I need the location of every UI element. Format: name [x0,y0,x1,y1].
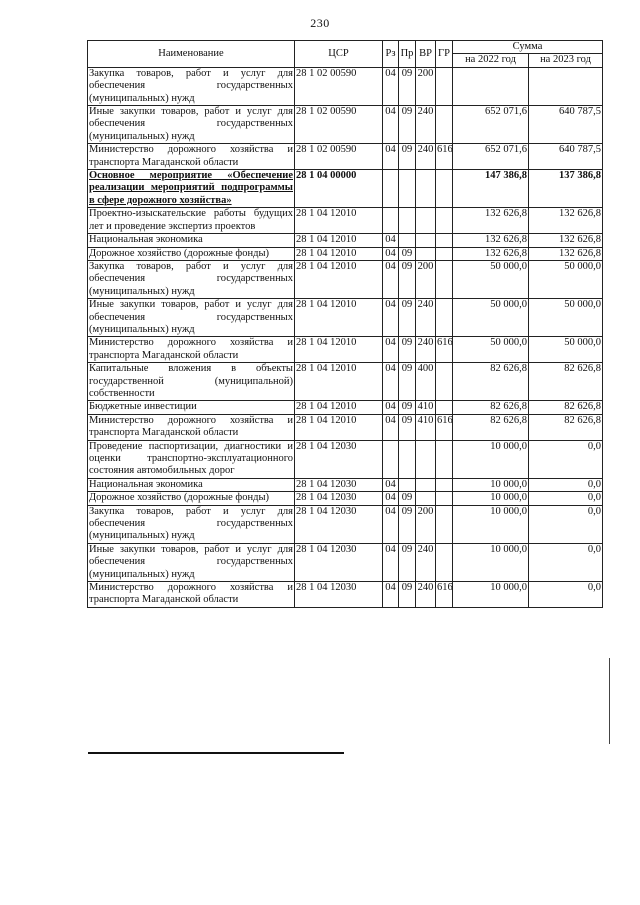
row-pr: 09 [399,144,416,170]
table-row [88,247,603,260]
row-sum-2023: 0,0 [529,478,603,491]
margin-line [609,658,610,744]
row-csr: 28 1 04 12010 [295,247,383,260]
table-row [88,260,603,298]
row-sum-2022: 652 071,6 [453,106,529,144]
table-row [88,67,603,105]
table-row [88,337,603,363]
row-name: Дорожное хозяйство (дорожные фонды) [88,247,295,260]
row-vr [416,478,436,491]
row-rz: 04 [383,363,399,401]
row-rz: 04 [383,67,399,105]
row-sum-2023: 0,0 [529,440,603,478]
row-sum-2022: 147 386,8 [453,170,529,208]
row-rz [383,208,399,234]
row-sum-2023: 82 626,8 [529,401,603,414]
row-csr: 28 1 04 00000 [295,170,383,208]
row-rz [383,170,399,208]
row-gr [436,505,453,543]
row-csr: 28 1 04 12010 [295,208,383,234]
row-gr [436,170,453,208]
table-row [88,582,603,608]
row-csr: 28 1 04 12030 [295,478,383,491]
table-row [88,234,603,247]
row-csr: 28 1 02 00590 [295,106,383,144]
row-vr [416,247,436,260]
row-sum-2022: 652 071,6 [453,144,529,170]
row-sum-2023: 137 386,8 [529,170,603,208]
table-row [88,505,603,543]
row-gr [436,478,453,491]
row-gr [436,543,453,581]
row-vr [416,170,436,208]
row-pr: 09 [399,492,416,505]
header-year-2022: на 2022 год [453,54,529,67]
row-name: Дорожное хозяйство (дорожные фонды) [88,492,295,505]
row-name: Закупка товаров, работ и услуг для обеспечения государственных (муниципальных) нужд [89,67,293,104]
row-sum-2023: 50 000,0 [529,337,603,363]
header-csr: ЦСР [295,41,383,68]
row-name: Капитальные вложения в объекты государственной (муниципальной) собственности [89,363,293,399]
row-sum-2022: 50 000,0 [453,260,529,298]
row-csr: 28 1 02 00590 [295,144,383,170]
row-rz: 04 [383,247,399,260]
table-header-row [88,41,603,54]
row-vr: 410 [416,401,436,414]
row-pr: 09 [399,299,416,337]
row-csr: 28 1 04 12010 [295,337,383,363]
row-rz: 04 [383,337,399,363]
row-pr [399,234,416,247]
row-rz [383,440,399,478]
table-row [88,363,603,401]
row-pr: 09 [399,260,416,298]
row-pr: 09 [399,582,416,608]
row-sum-2022: 50 000,0 [453,337,529,363]
header-name: Наименование [88,41,295,68]
row-sum-2022: 82 626,8 [453,401,529,414]
row-sum-2023: 0,0 [529,505,603,543]
row-pr [399,440,416,478]
table-row [88,543,603,581]
row-csr: 28 1 04 12030 [295,440,383,478]
row-rz: 04 [383,401,399,414]
table-body [88,67,603,607]
row-vr: 240 [416,543,436,581]
row-rz: 04 [383,505,399,543]
row-name: Национальная экономика [88,478,295,491]
row-csr: 28 1 04 12010 [295,401,383,414]
row-pr: 09 [399,67,416,105]
row-vr [416,208,436,234]
header-pr: Пр [399,41,416,68]
row-vr: 240 [416,299,436,337]
row-sum-2023: 132 626,8 [529,208,603,234]
row-csr: 28 1 02 00590 [295,67,383,105]
row-pr [399,170,416,208]
row-vr [416,440,436,478]
row-sum-2023: 82 626,8 [529,363,603,401]
row-vr: 200 [416,67,436,105]
row-sum-2022: 10 000,0 [453,478,529,491]
row-pr: 09 [399,414,416,440]
row-gr [436,234,453,247]
row-rz: 04 [383,144,399,170]
row-sum-2022: 10 000,0 [453,582,529,608]
row-rz: 04 [383,478,399,491]
table-row [88,299,603,337]
row-sum-2023: 82 626,8 [529,414,603,440]
footer-rule [88,752,344,754]
row-csr: 28 1 04 12010 [295,363,383,401]
row-sum-2023: 50 000,0 [529,299,603,337]
table-row [88,440,603,478]
row-name: Проведение паспортизации, диагностики и оценки транспортно-эксплуатационного состояния автомобильных дорог [89,440,293,477]
row-gr [436,299,453,337]
row-name: Национальная экономика [88,234,295,247]
row-sum-2022: 10 000,0 [453,440,529,478]
row-sum-2023 [529,67,603,105]
row-rz: 04 [383,543,399,581]
row-rz: 04 [383,582,399,608]
row-vr: 240 [416,144,436,170]
table-row [88,144,603,170]
row-vr: 240 [416,337,436,363]
row-sum-2022 [453,67,529,105]
header-vr: ВР [416,41,436,68]
row-vr [416,492,436,505]
row-pr [399,478,416,491]
budget-table [87,40,603,608]
row-gr [436,106,453,144]
row-sum-2022: 132 626,8 [453,234,529,247]
row-gr: 616 [436,144,453,170]
row-name: Министерство дорожного хозяйства и транспорта Магаданской области [89,144,293,168]
row-name: Министерство дорожного хозяйства и транспорта Магаданской области [89,414,293,439]
row-sum-2023: 0,0 [529,582,603,608]
row-sum-2022: 132 626,8 [453,208,529,234]
page-number: 230 [310,16,330,30]
header-sum: Сумма [453,41,603,54]
table-row [88,478,603,491]
row-vr: 240 [416,106,436,144]
row-sum-2022: 10 000,0 [453,543,529,581]
table-row [88,401,603,414]
row-sum-2023: 640 787,5 [529,144,603,170]
table-row [88,414,603,440]
row-gr [436,247,453,260]
row-csr: 28 1 04 12010 [295,299,383,337]
table-row [88,170,603,208]
row-name-text: Основное мероприятие «Обеспечение реализации мероприятий подпрограммы в сфере дорожного хозяйства» [89,170,293,206]
row-gr [436,260,453,298]
row-gr: 616 [436,582,453,608]
row-vr: 400 [416,363,436,401]
row-csr: 28 1 04 12010 [295,234,383,247]
row-sum-2023: 132 626,8 [529,247,603,260]
row-csr: 28 1 04 12030 [295,582,383,608]
table-row [88,492,603,505]
row-gr [436,67,453,105]
row-sum-2023: 0,0 [529,492,603,505]
row-sum-2022: 10 000,0 [453,505,529,543]
row-csr: 28 1 04 12010 [295,260,383,298]
row-name: Закупка товаров, работ и услуг для обеспечения государственных (муниципальных) нужд [89,505,293,542]
row-name: Иные закупки товаров, работ и услуг для обеспечения государственных (муниципальных) нужд [89,299,293,335]
row-pr: 09 [399,401,416,414]
row-name: Министерство дорожного хозяйства и транспорта Магаданской области [89,337,293,361]
row-gr: 616 [436,414,453,440]
row-pr: 09 [399,106,416,144]
row-sum-2022: 50 000,0 [453,299,529,337]
row-vr: 240 [416,582,436,608]
row-rz: 04 [383,234,399,247]
row-csr: 28 1 04 12030 [295,492,383,505]
header-gr: ГР [436,41,453,68]
row-sum-2023: 640 787,5 [529,106,603,144]
row-sum-2022: 132 626,8 [453,247,529,260]
row-rz: 04 [383,106,399,144]
row-name: Иные закупки товаров, работ и услуг для обеспечения государственных (муниципальных) нужд [89,543,293,580]
row-vr: 200 [416,505,436,543]
row-pr: 09 [399,543,416,581]
row-sum-2022: 10 000,0 [453,492,529,505]
row-sum-2022: 82 626,8 [453,414,529,440]
table-row [88,208,603,234]
header-rz: Рз [383,41,399,68]
row-gr [436,401,453,414]
table-row [88,106,603,144]
row-name [88,170,295,208]
row-csr: 28 1 04 12010 [295,414,383,440]
row-csr: 28 1 04 12030 [295,543,383,581]
row-rz: 04 [383,260,399,298]
row-vr: 200 [416,260,436,298]
row-sum-2023: 132 626,8 [529,234,603,247]
row-sum-2023: 0,0 [529,543,603,581]
row-vr [416,234,436,247]
row-name: Бюджетные инвестиции [88,401,295,414]
row-pr: 09 [399,247,416,260]
row-gr [436,208,453,234]
row-sum-2023: 50 000,0 [529,260,603,298]
row-pr [399,208,416,234]
row-name: Проектно-изыскательские работы будущих лет и проведение экспертиз проектов [89,208,293,232]
row-gr [436,492,453,505]
row-name: Иные закупки товаров, работ и услуг для обеспечения государственных (муниципальных) нужд [89,106,293,142]
row-name: Закупка товаров, работ и услуг для обеспечения государственных (муниципальных) нужд [89,260,293,297]
header-year-2023: на 2023 год [529,54,603,67]
row-pr: 09 [399,337,416,363]
row-gr [436,440,453,478]
row-vr: 410 [416,414,436,440]
row-rz: 04 [383,414,399,440]
row-pr: 09 [399,363,416,401]
row-gr [436,363,453,401]
row-rz: 04 [383,299,399,337]
row-pr: 09 [399,505,416,543]
row-gr: 616 [436,337,453,363]
row-name: Министерство дорожного хозяйства и транспорта Магаданской области [89,582,293,606]
row-rz: 04 [383,492,399,505]
row-csr: 28 1 04 12030 [295,505,383,543]
row-sum-2022: 82 626,8 [453,363,529,401]
